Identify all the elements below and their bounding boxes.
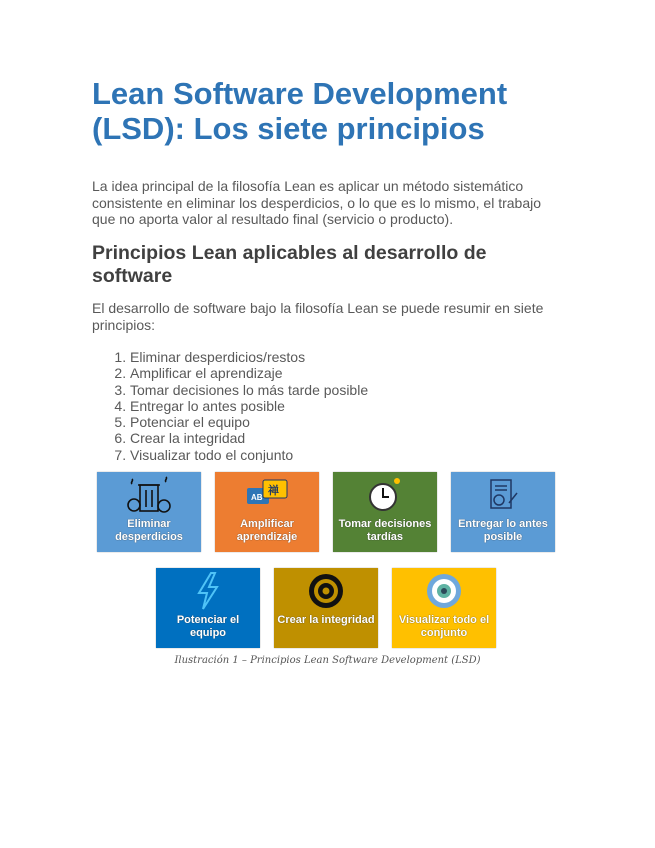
lightning-icon bbox=[156, 568, 260, 614]
list-item: 2. Amplificar el aprendizaje bbox=[130, 365, 368, 381]
tile-crear bbox=[274, 568, 378, 648]
stopwatch-icon bbox=[333, 472, 437, 518]
tile-label: Potenciar el equipo bbox=[176, 614, 240, 639]
tile-amplificar bbox=[215, 472, 319, 552]
list-item: 1. Eliminar desperdicios/restos bbox=[130, 349, 368, 365]
list-item: 6. Crear la integridad bbox=[130, 430, 368, 446]
page-title: Lean Software Development (LSD): Los siete principios bbox=[92, 76, 508, 146]
list-item: 5. Potenciar el equipo bbox=[130, 414, 368, 430]
tile-visualizar bbox=[392, 568, 496, 648]
svg-text:禅: 禅 bbox=[268, 485, 279, 497]
list-item: 7. Visualizar todo el conjunto bbox=[130, 447, 368, 463]
trash-icon bbox=[97, 472, 201, 518]
tile-entregar bbox=[451, 472, 555, 552]
section-heading: Principios Lean aplicables al desarrollo de software bbox=[92, 242, 487, 287]
target-icon bbox=[274, 568, 378, 614]
tile-label: Eliminar desperdicios bbox=[115, 518, 183, 543]
translate-icon bbox=[215, 472, 319, 518]
tile-tomar bbox=[333, 472, 437, 552]
list-item: 4. Entregar lo antes posible bbox=[130, 398, 368, 414]
svg-text:AB: AB bbox=[251, 493, 263, 502]
tile-label: Crear la integridad bbox=[277, 614, 375, 626]
intro-paragraph: La idea principal de la filosofía Lean es aplicar un método sistemático consistente en eliminar los desperdicios, o lo que es lo mismo, el trabajo que no aporta valor al resultado final (servicio o producto). bbox=[92, 178, 542, 227]
figure-caption: Ilustración 1 – Principios Lean Software Development (LSD) bbox=[174, 655, 481, 666]
section-paragraph: El desarrollo de software bajo la filosofía Lean se puede resumir en siete principios: bbox=[92, 300, 544, 333]
tile-label: Tomar decisiones tardías bbox=[338, 518, 432, 543]
list-item: 3. Tomar decisiones lo más tarde posible bbox=[130, 382, 368, 398]
tile-eliminar bbox=[97, 472, 201, 552]
eye-icon bbox=[392, 568, 496, 614]
tile-potenciar bbox=[156, 568, 260, 648]
tile-label: Amplificar aprendizaje bbox=[236, 518, 298, 543]
principles-list bbox=[92, 349, 368, 463]
document-clock-icon bbox=[451, 472, 555, 518]
tile-label: Visualizar todo el conjunto bbox=[398, 614, 490, 639]
tile-label: Entregar lo antes posible bbox=[458, 518, 548, 543]
